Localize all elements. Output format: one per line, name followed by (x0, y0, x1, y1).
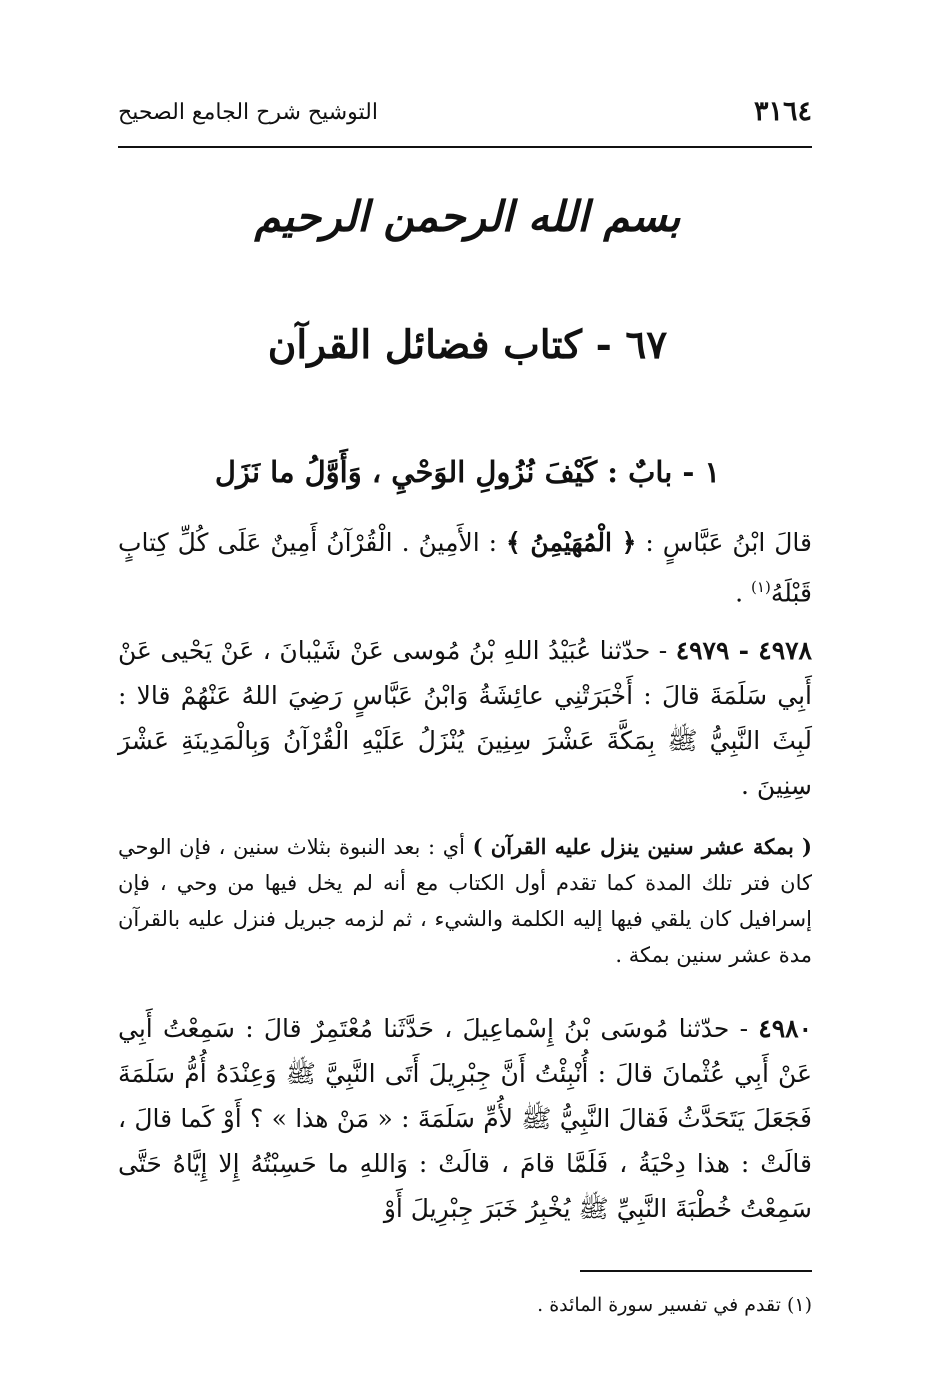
header-divider (118, 146, 812, 148)
hadith-number: ٤٩٨٠ (758, 1014, 812, 1043)
book-title: ٦٧ - كتاب فضائل القرآن (267, 322, 668, 368)
running-title: التوشيح شرح الجامع الصحيح (118, 100, 378, 125)
chapter-title: ١ - بابٌ : كَيْفَ نُزُولِ الوَحْيِ ، وَأَوَّلُ ما نَزَل (214, 455, 721, 489)
commentary-text: أي : بعد النبوة بثلاث سنين ، فإن الوحي كان فتر تلك المدة كما تقدم أول الكتاب مع أنه لم يخل فيها من وحي ، فإن إسرافيل كان يلقي فيها إليه الكلمة والشيء ، ثم لزمه جبريل فنزل عليه بالقرآن مدة عشر سنين بمكة . (118, 835, 812, 967)
intro-paragraph (118, 520, 812, 615)
intro-end: . (735, 578, 752, 608)
intro-before: قالَ ابْنُ عَبَّاسٍ : (636, 528, 812, 557)
hadith-text: - حدّثنا عُبَيْدُ اللهِ بْنُ مُوسى عَنْ شَيْبانَ ، عَنْ يَحْيى عَنْ أَبِي سَلَمَةَ قالَ : أَخْبَرَتْنِي عائِشَةُ وَابْنُ عَبَّاسٍ رَضِيَ اللهُ عَنْهُمْ قالا : لَبِثَ النَّبِيُّ ﷺ بِمَكَّةَ عَشْرَ سِنِينَ يُنْزَلُ عَلَيْهِ الْقُرْآنُ وَبِالْمَدِينَةِ عَشْرَ سِنِينَ . (118, 636, 812, 800)
page-header (118, 96, 812, 142)
intro-after: : الأَمِينُ . الْقُرْآنُ أَمِينٌ عَلَى كُلِّ كِتابٍ قَبْلَهُ (118, 528, 812, 608)
commentary-paragraph (118, 829, 812, 973)
hadith-paragraph-1 (118, 628, 812, 808)
page-number: ٣١٦٤ (753, 96, 812, 127)
hadith-paragraph-2 (118, 1006, 812, 1231)
hadith-text: - حدّثنا مُوسَى بْنُ إِسْماعِيلَ ، حَدَّثَنا مُعْتَمِرٌ قالَ : سَمِعْتُ أَبِي عَنْ أَبِي عُثْمانَ قالَ : أُنْبِئْتُ أَنَّ جِبْرِيلَ أَتَى النَّبِيَّ ﷺ وَعِنْدَهُ أُمُّ سَلَمَةَ فَجَعَلَ يَتَحَدَّثُ فَقالَ النَّبِيُّ ﷺ لأُمِّ سَلَمَةَ : « مَنْ هذا » ؟ أَوْ كَما قالَ ، قالَتْ : هذا دِحْيَةُ ، فَلَمَّا قامَ ، قالَتْ : وَاللهِ ما حَسِبْتُهُ إِلا إِيَّاهُ حَتَّى سَمِعْتُ خُطْبَةَ النَّبِيِّ ﷺ يُخْبِرُ خَبَرَ جِبْرِيلَ أَوْ (118, 1014, 812, 1223)
footnote-divider (580, 1270, 812, 1272)
hadith-number: ٤٩٧٨ - ٤٩٧٩ (675, 636, 812, 665)
footnote-marker[interactable]: (١) (751, 578, 771, 596)
basmala-calligraphy: بسم الله الرحمن الرحيم (254, 192, 681, 241)
footnote: (١) تقدم في تفسير سورة المائدة . (537, 1294, 812, 1316)
commentary-quote: ( بمكة عشر سنين ينزل عليه القرآن ) (472, 834, 812, 859)
intro-highlight: ﴿ الْمُهَيْمِنُ ﴾ (506, 528, 637, 557)
